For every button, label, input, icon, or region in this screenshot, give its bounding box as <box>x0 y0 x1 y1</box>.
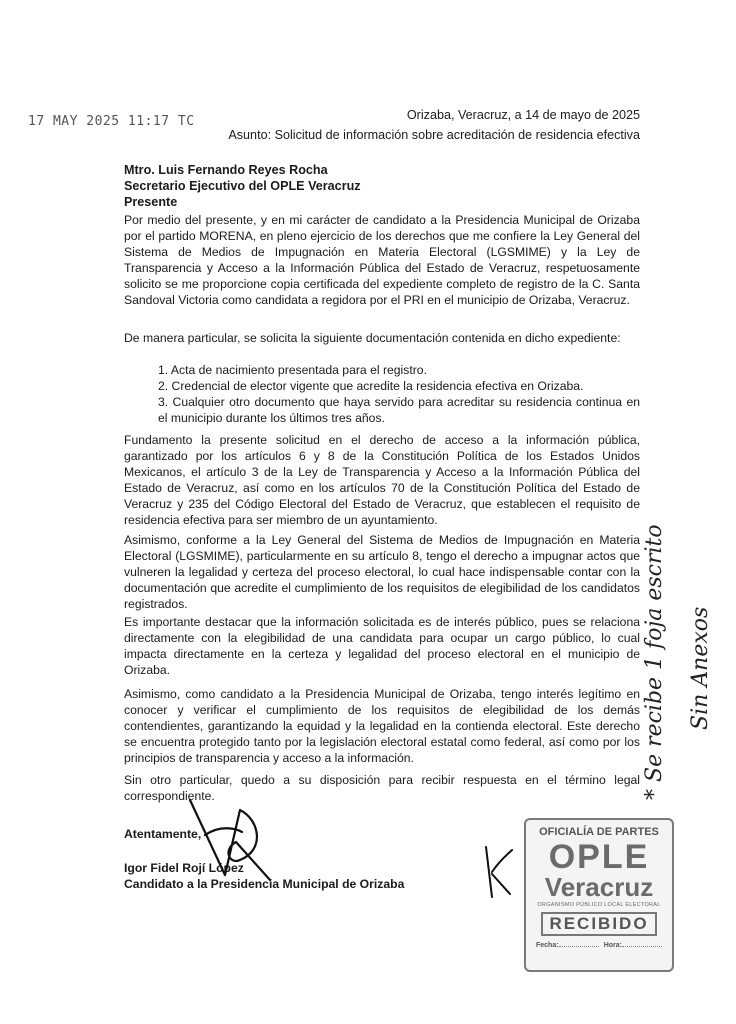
stamp-time-label: Hora: <box>603 942 622 949</box>
paragraph-lgsmime: Asimismo, conforme a la Ley General del Sistema de Medios de Impugnación en Materia Electoral (LGSMIME), particularmente en su artículo 8, tengo el derecho a impugnar actos que vulneren la legalidad y certeza del proceso electoral, lo cual hace indispensable contar con la documentación que acredite el cumplimiento de los requisitos de elegibilidad de los candidatos registrados. <box>124 533 640 611</box>
paragraph-public-interest: Es importante destacar que la información solicitada es de interés público, pues se relaciona directamente con la elegibilidad de una candidata para ocupar un cargo público, lo cual impacta directamente en la certeza y legalidad del proceso electoral en el municipio de Orizaba. <box>124 615 640 677</box>
stamp-fields <box>526 936 672 949</box>
paragraph-particular: De manera particular, se solicita la siguiente documentación contenida en dicho expediente: <box>124 331 621 345</box>
handwritten-line-2: Sin Anexos <box>688 606 713 730</box>
stamp-logo: OPLE <box>548 838 650 876</box>
signer-role: Candidato a la Presidencia Municipal de Orizaba <box>124 877 405 891</box>
stamp-date-label: Fecha: <box>536 942 559 949</box>
clock-stamp: 17 MAY 2025 11:17 TC <box>28 114 195 129</box>
addressee-name: Mtro. Luis Fernando Reyes Rocha <box>124 163 328 177</box>
paragraph-legitimate-interest: Asimismo, como candidato a la Presidencia Municipal de Orizaba, tengo interés legítimo en conocer y verificar el cumplimiento de los requisitos de elegibilidad de los demás contendientes, garantizando la equidad y la legalidad en la contienda electoral. Este derecho se encuentra protegido tanto por la legislación electoral estatal como federal, así como por los principios de transparencia y acceso a la información. <box>124 687 640 765</box>
addressee-block <box>124 162 361 210</box>
list-item: 3. Cualquier otro documento que haya servido para acreditar su residencia continua en el municipio durante los últimos tres años. <box>158 395 640 425</box>
subject-line: Asunto: Solicitud de información sobre acreditación de residencia efectiva <box>228 128 640 142</box>
list-item: 2. Credencial de elector vigente que acredite la residencia efectiva en Orizaba. <box>158 379 584 393</box>
addressee-salutation: Presente <box>124 195 178 209</box>
stamp-org: ORGANISMO PÚBLICO LOCAL ELECTORAL <box>537 902 661 908</box>
closing-text: Atentamente, <box>124 827 202 841</box>
official-receipt-stamp <box>524 818 674 972</box>
documents-list <box>158 362 640 426</box>
signer-name: Igor Fidel Rojí López <box>124 861 244 875</box>
stamp-sub: Veracruz <box>544 872 654 902</box>
signature-block <box>124 826 404 892</box>
stamp-header: OFICIALÍA DE PARTES <box>539 826 659 838</box>
paragraph-request: Por medio del presente, y en mi carácter de candidato a la Presidencia Municipal de Orizaba por el partido MORENA, en pleno ejercicio de los derechos que me confiere la Ley General del Sistema de Medios de Impugnación en Materia Electoral (LGSMIME) y la Ley de Transparencia y Acceso a la Información Pública del Estado de Veracruz, respetuosamente solicito se me proporcione copia certificada del expediente completo de registro de la C. Santa Sandoval Victoria como candidata a regidora por el PRI en el municipio de Orizaba, Veracruz. <box>124 213 640 307</box>
handwritten-note <box>632 330 736 810</box>
paragraph-closing: Sin otro particular, quedo a su disposición para recibir respuesta en el término legal correspondiente. <box>124 773 640 803</box>
place-date: Orizaba, Veracruz, a 14 de mayo de 2025 <box>406 108 640 122</box>
list-item: 1. Acta de nacimiento presentada para el registro. <box>158 363 427 377</box>
stamp-received: RECIBIDO <box>541 912 657 936</box>
initials-mark-icon <box>478 842 518 902</box>
paragraph-legal-basis: Fundamento la presente solicitud en el derecho de acceso a la información pública, garantizado por los artículos 6 y 8 de la Constitución Política de los Estados Unidos Mexicanos, el artículo 3 de la Ley de Transparencia y Acceso a la Información Pública del Estado de Veracruz, así como en los artículos 70 de la Constitución Política del Estado de Veracruz y 235 del Código Electoral del Estado de Veracruz, que establecen el requisito de residencia efectiva para ser miembro de un ayuntamiento. <box>124 433 640 527</box>
addressee-title: Secretario Ejecutivo del OPLE Veracruz <box>124 179 361 193</box>
handwritten-line-1: * Se recibe 1 foja escrito <box>642 524 667 800</box>
